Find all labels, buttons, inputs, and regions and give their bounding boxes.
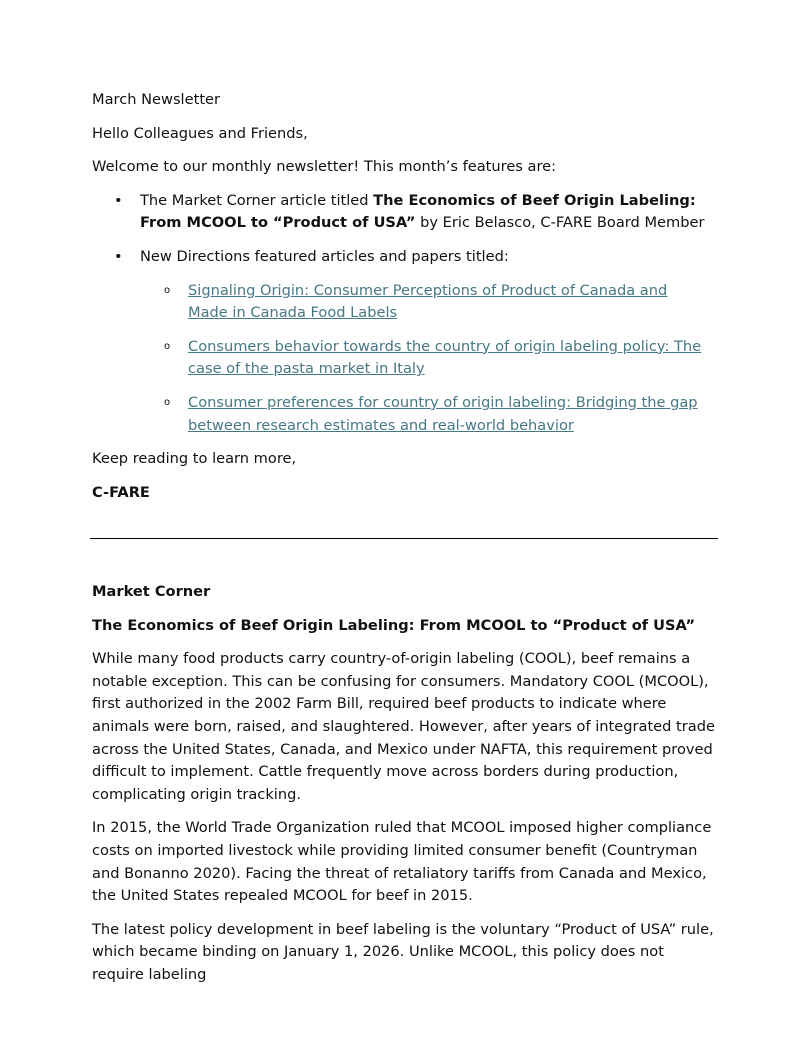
greeting: Hello Colleagues and Friends, [92, 124, 308, 142]
section-heading: Market Corner [92, 583, 211, 600]
article-link-1[interactable]: Signaling Origin: Consumer Perceptions of Product of Canada and Made in Canada Food Labels [188, 281, 668, 322]
bullet1-prefix: The Market Corner article titled [140, 191, 374, 209]
bullet1-suffix: by Eric Belasco, C-FARE Board Member [415, 214, 705, 232]
article-links-list [140, 280, 718, 438]
bullet1-article-title: The Economics of Beef Origin Labeling: From MCOOL to “Product of USA” [140, 191, 696, 232]
market-corner-section [92, 581, 718, 998]
list-item [92, 190, 718, 235]
list-item [140, 336, 708, 381]
article-paragraph-2: In 2015, the World Trade Organization ruled that MCOOL imposed higher compliance costs on imported livestock while providing limited consumer benefit (Countryman and Bonanno 2020). Facing the threat of retaliatory tariffs from Canada and Mexico, the United States repealed MCOOL for beef in 2015. [92, 819, 712, 905]
article-paragraph-3: The latest policy development in beef labeling is the voluntary “Product of USA” rule, which became binding on January 1, 2026. Unlike MCOOL, this policy does not require labeling [92, 920, 714, 983]
features-list [92, 190, 718, 437]
bullet2-text: New Directions featured articles and papers titled: [140, 247, 509, 265]
newsletter-title: March Newsletter [92, 91, 221, 108]
section-divider [90, 538, 718, 539]
list-item [140, 392, 708, 437]
newsletter-intro [92, 89, 718, 515]
article-paragraph-1: While many food products carry country-of-origin labeling (COOL), beef remains a notable exception. This can be confusing for consumers. Mandatory COOL (MCOOL), first authorized in the 2002 Farm Bill, required beef products to indicate where animals were born, raised, and slaughtered. However, after years of integrated trade across the United States, Canada, and Mexico under NAFTA, this requirement proved difficult to implement. Cattle frequently move across borders during production, complicating origin tracking. [92, 650, 715, 803]
signature: C-FARE [92, 483, 150, 501]
article-link-2[interactable]: Consumers behavior towards the country of origin labeling policy: The case of the pasta market in Italy [188, 337, 702, 378]
article-title: The Economics of Beef Origin Labeling: From MCOOL to “Product of USA” [92, 616, 696, 634]
list-item [140, 280, 708, 325]
intro-text: Welcome to our monthly newsletter! This month’s features are: [92, 158, 557, 176]
article-link-3[interactable]: Consumer preferences for country of origin labeling: Bridging the gap between research estimates and real-world behavior [188, 393, 698, 434]
closing-text: Keep reading to learn more, [92, 450, 297, 468]
list-item [92, 246, 718, 437]
